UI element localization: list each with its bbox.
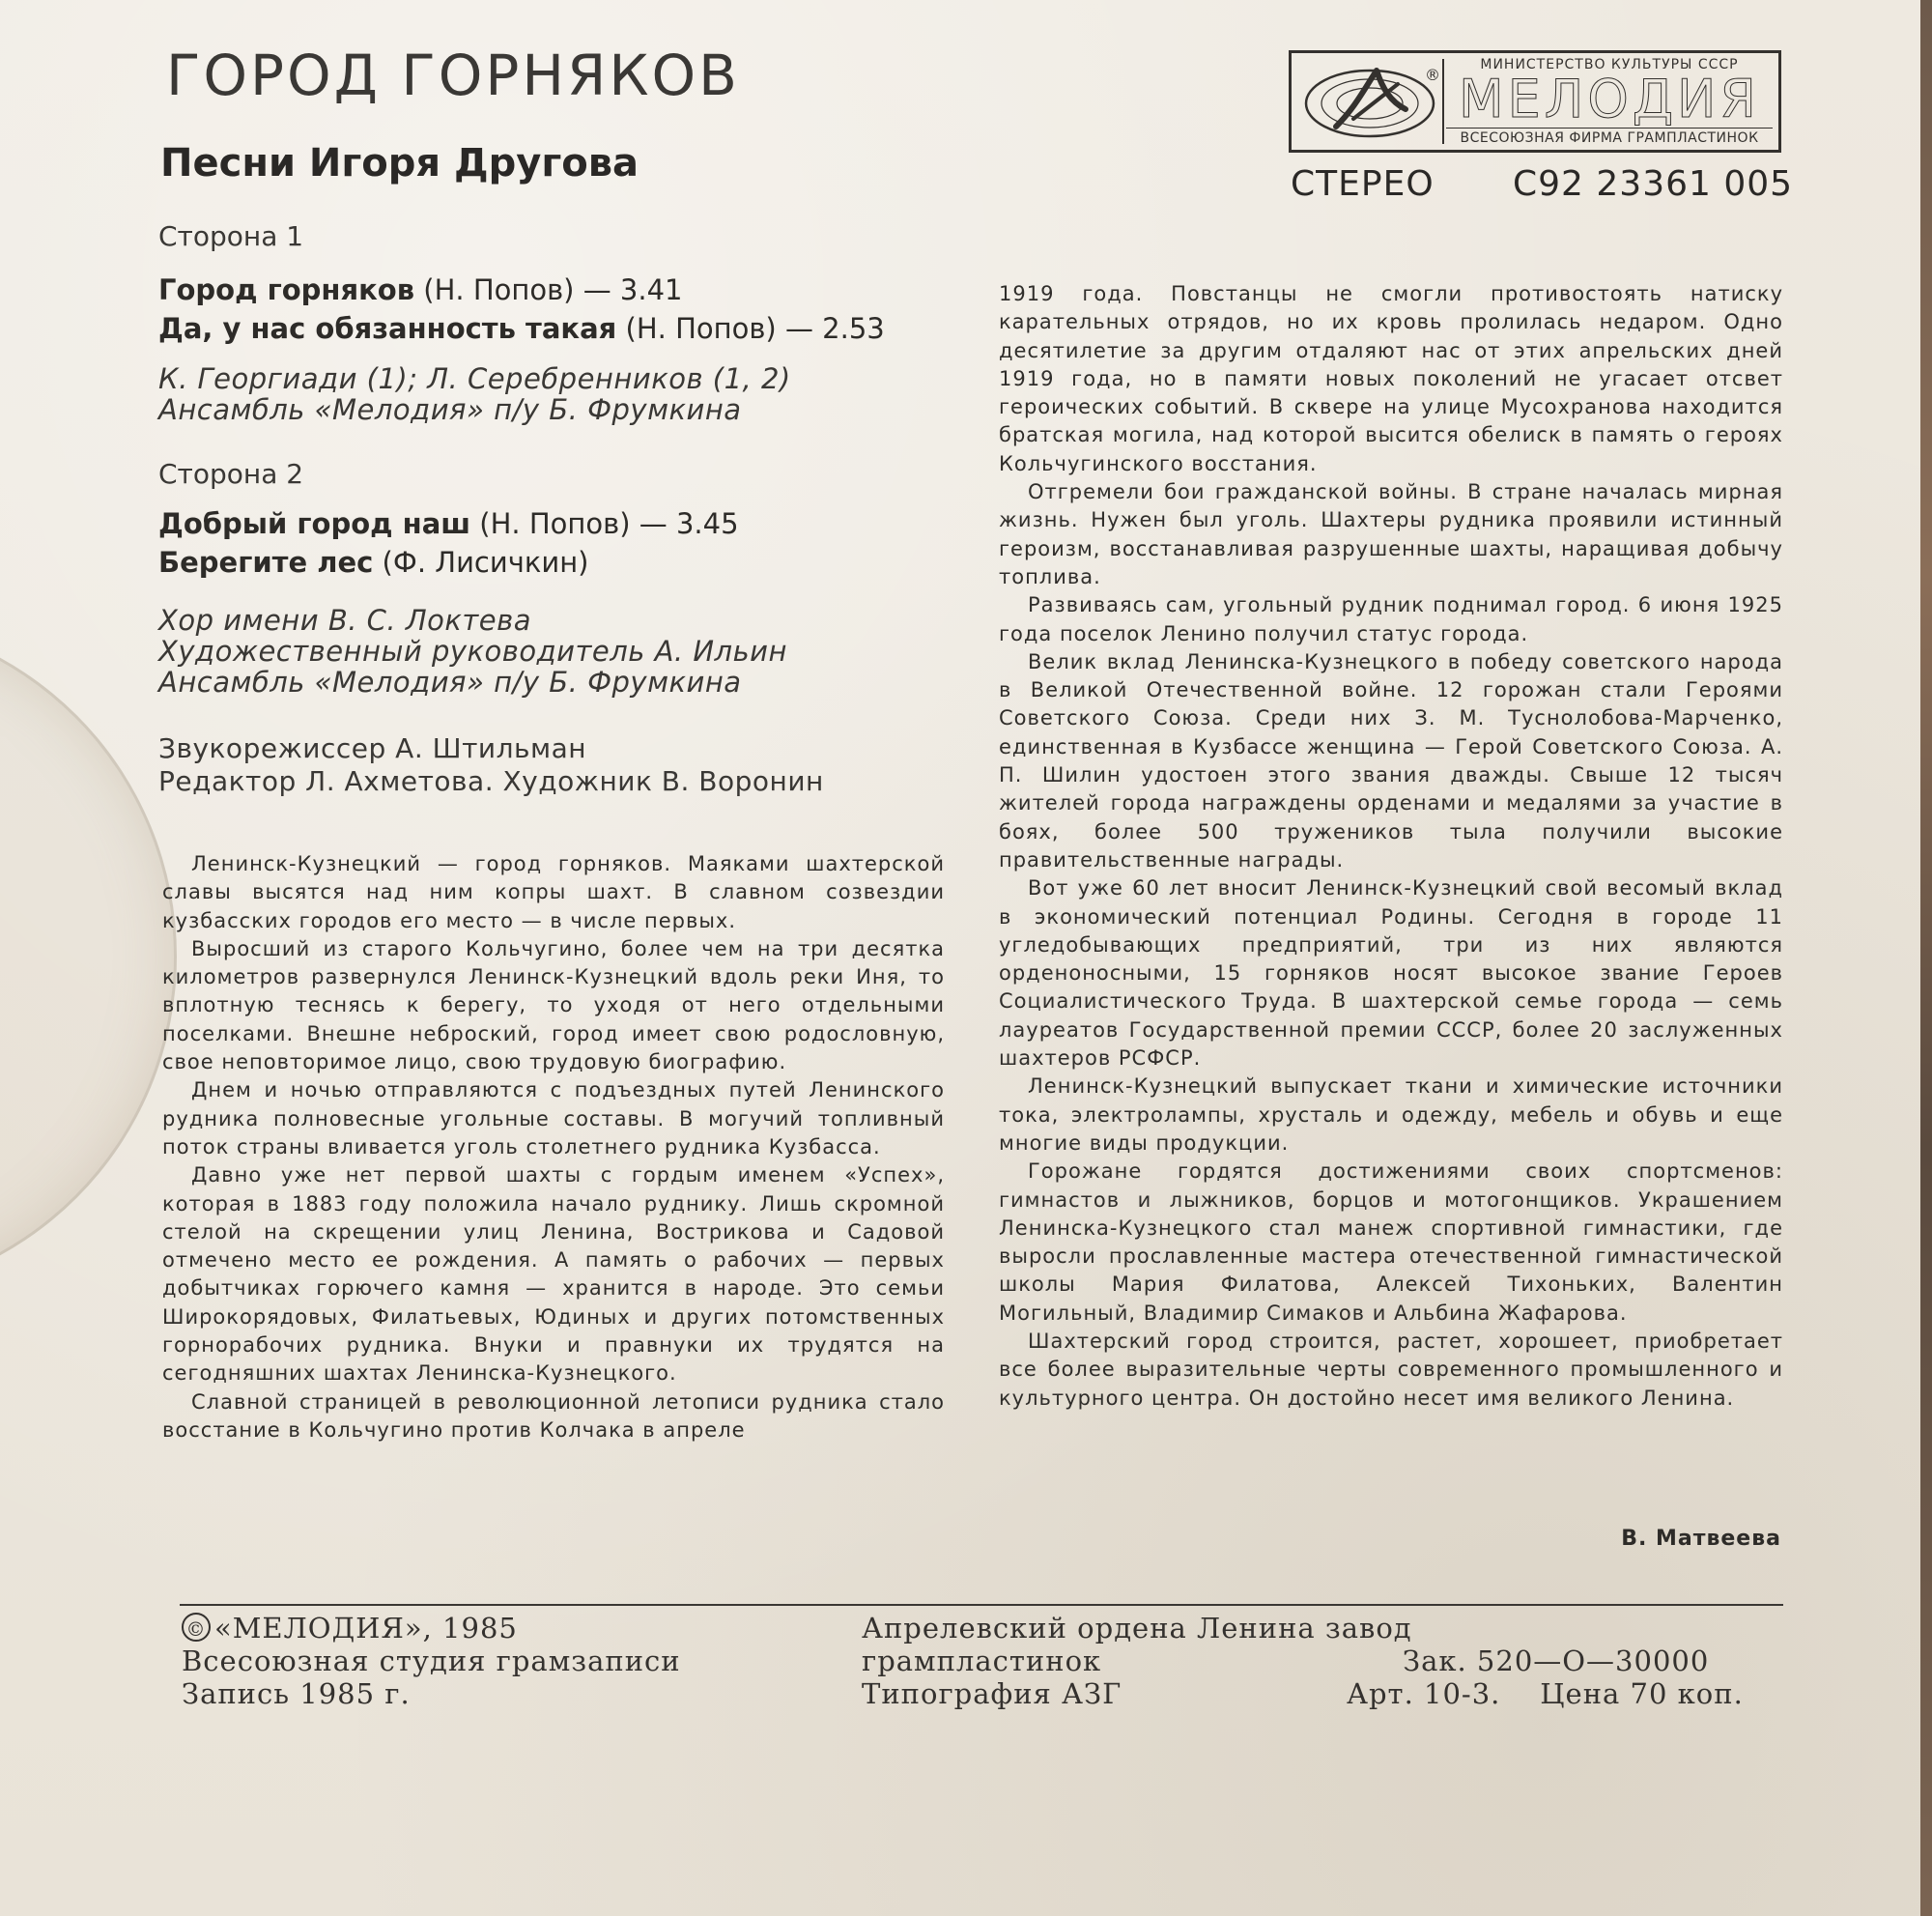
stereo-label: СТЕРЕО <box>1291 164 1435 204</box>
side-1-performers <box>158 363 791 425</box>
essay-column-left <box>162 850 945 1444</box>
track-1 <box>158 271 683 309</box>
performer-line: Художественный руководитель А. Ильин <box>158 635 787 668</box>
copyright-icon: © <box>182 1613 211 1642</box>
essay-paragraph: Давно уже нет первой шахты с гордым именем «Успех», которая в 1883 году положила начало руднику. Лишь скромной стелой на скрещении улиц Ленина, Вострикова и Садовой отмечено место ее рождения. А память о рабочих — первых добытчиках горючего камня — хранится в народе. Это семьи Широкорядовых, Филатьевых, Юдиных и других потомственных горнорабочих рудника. Внуки и правнуки их трудятся на сегодняшних шахтах Ленинска-Кузнецкого. <box>162 1163 945 1386</box>
registered-mark: ® <box>1425 66 1440 84</box>
essay-paragraph: Днем и ночью отправляются с подъездных путей Ленинского рудника полновесные угольные составы. В могучий топливный поток страны вливается уголь столетнего рудника Кузбасса. <box>162 1078 945 1158</box>
side-2-heading: Сторона 2 <box>158 458 304 490</box>
melodiya-emblem-icon <box>1297 59 1444 144</box>
essay-paragraph: Отгремели бои гражданской войны. В стране началась мирная жизнь. Нужен был уголь. Шахтеры рудника проявили истинный героизм, восстанавливая разрушенные шахты, наращивая добычу топлива. <box>999 480 1783 588</box>
essay-paragraph: 1919 года. Повстанцы не смогли противостоять натиску карательных отрядов, но их кровь пролилась недаром. Одно десятилетие за другим отдаляют нас от этих апрельских дней 1919 года, но в памяти новых поколений не угасает отсвет героических событий. В сквере на улице Мусохранова находится братская могила, над которой высится обелиск в память о героях Кольчугинского восстания. <box>999 282 1783 475</box>
track-4 <box>158 543 589 582</box>
performer-line: Ансамбль «Мелодия» п/у Б. Фрумкина <box>158 666 742 699</box>
track-credit: (Ф. Лисичкин) <box>373 546 589 579</box>
track-2 <box>158 309 885 348</box>
track-credit: (Н. Попов) — 3.45 <box>470 507 739 540</box>
essay-paragraph: Развиваясь сам, угольный рудник поднимал город. 6 июня 1925 года поселок Ленино получил статус города. <box>999 593 1783 645</box>
printer-line: Типография АЗГ <box>862 1677 1122 1710</box>
sleeve-edge <box>1920 0 1932 1916</box>
studio-line: Всесоюзная студия грамзаписи <box>182 1644 681 1677</box>
ministry-text: МИНИСТЕРСТВО КУЛЬТУРЫ СССР <box>1480 57 1739 72</box>
catalog-number: С92 23361 005 <box>1513 164 1794 204</box>
essay-column-right <box>999 280 1783 1413</box>
footer-divider <box>180 1604 1783 1606</box>
essay-paragraph: Славной страницей в революционной летописи рудника стало восстание в Кольчугино против Колчака в апреле <box>162 1389 945 1442</box>
essay-paragraph: Ленинск-Кузнецкий — город горняков. Маяками шахтерской славы высятся над ним копры шахт. В славном созвездии кузбасских городов его место — в числе первых. <box>162 852 945 932</box>
staff-line: Редактор Л. Ахметова. Художник В. Воронин <box>158 765 824 797</box>
copyright-line <box>182 1612 723 1644</box>
track-title: Добрый город наш <box>158 507 471 540</box>
copyright-text: «МЕЛОДИЯ», 1985 <box>214 1612 518 1644</box>
label-name: МЕЛОДИЯ <box>1459 69 1760 129</box>
essay-paragraph: Шахтерский город строится, растет, хорошеет, приобретает все более выразительные черты современного промышленного и культурного центра. Он достойно несет имя великого Ленина. <box>999 1329 1783 1410</box>
track-title: Город горняков <box>158 273 415 306</box>
plant-line: Апрелевский ордена Ленина завод грампластинок <box>862 1612 1412 1677</box>
article-number: Арт. 10-3. <box>1347 1677 1501 1710</box>
article-price <box>1347 1677 1744 1710</box>
track-title: Берегите лес <box>158 546 374 579</box>
melodiya-logo <box>1289 50 1781 153</box>
footer-left <box>182 1612 723 1710</box>
essay-author: В. Матвеева <box>1621 1527 1781 1551</box>
side-1-heading: Сторона 1 <box>158 220 304 252</box>
recorded-line: Запись 1985 г. <box>182 1677 411 1710</box>
staff-line: Звукорежиссер А. Штильман <box>158 732 587 764</box>
vinyl-disc-impression <box>0 618 174 1295</box>
performer-line: Ансамбль «Мелодия» п/у Б. Фрумкина <box>158 393 742 426</box>
essay-paragraph: Велик вклад Ленинска-Кузнецкого в победу советского народа в Великой Отечественной войне. 12 горожан стали Героями Советского Союза. Среди них З. М. Туснолобова-Марченко, единственная в Кузбассе женщина — Герой Советского Союза. А. П. Шилин удостоен этого звания дважды. Свыше 12 тысяч жителей города награждены орденами и медалями за участие в боях, более 500 тружеников тыла получили высокие правительственные награды. <box>999 649 1783 872</box>
performer-line: К. Георгиади (1); Л. Серебренников (1, 2) <box>158 362 791 395</box>
essay-paragraph: Выросший из старого Кольчугино, более чем на три десятка километров развернулся Ленинск-Кузнецкий вдоль реки Иня, то вплотную теснясь к берегу, то уходя от него отдельными поселками. Внешне неброский, город имеет свою родословную, свое неповторимое лицо, свою трудовую биографию. <box>162 936 945 1074</box>
price: Цена 70 коп. <box>1540 1677 1744 1710</box>
album-subtitle: Песни Игоря Другова <box>160 141 639 186</box>
essay-paragraph: Ленинск-Кузнецкий выпускает ткани и химические источники тока, электролампы, хрусталь и одежду, мебель и обувь и еще многие виды продукции. <box>999 1074 1783 1155</box>
essay-paragraph: Вот уже 60 лет вносит Ленинск-Кузнецкий свой весомый вклад в экономический потенциал Родины. Сегодня в городе 11 угледобывающих предприятий, три из них являются орденоносными, 15 горняков носят высокое звание Героев Социалистического Труда. В шахтерской семье города — семь лауреатов Государственной премии СССР, более 20 заслуженных шахтеров РСФСР. <box>999 876 1783 1071</box>
track-3 <box>158 504 739 543</box>
order-number: Зак. 520—О—30000 <box>1403 1644 1710 1677</box>
production-staff <box>158 732 824 798</box>
track-title: Да, у нас обязанность такая <box>158 312 617 345</box>
track-credit: (Н. Попов) — 2.53 <box>616 312 885 345</box>
side-2-performers <box>158 605 787 698</box>
album-title: ГОРОД ГОРНЯКОВ <box>166 43 740 108</box>
track-credit: (Н. Попов) — 3.41 <box>414 273 683 306</box>
essay-paragraph: Горожане гордятся достижениями своих спортсменов: гимнастов и лыжников, борцов и мотогонщиков. Украшением Ленинска-Кузнецкого стал манеж спортивной гимнастики, где выросли прославленные мастера отечественной гимнастической школы Мария Филатова, Алексей Тихоньких, Валентин Могильный, Владимир Симаков и Альбина Жафарова. <box>999 1159 1783 1325</box>
performer-line: Хор имени В. С. Локтева <box>158 604 532 637</box>
label-company: ВСЕСОЮЗНАЯ ФИРМА ГРАМПЛАСТИНОК <box>1446 128 1773 146</box>
